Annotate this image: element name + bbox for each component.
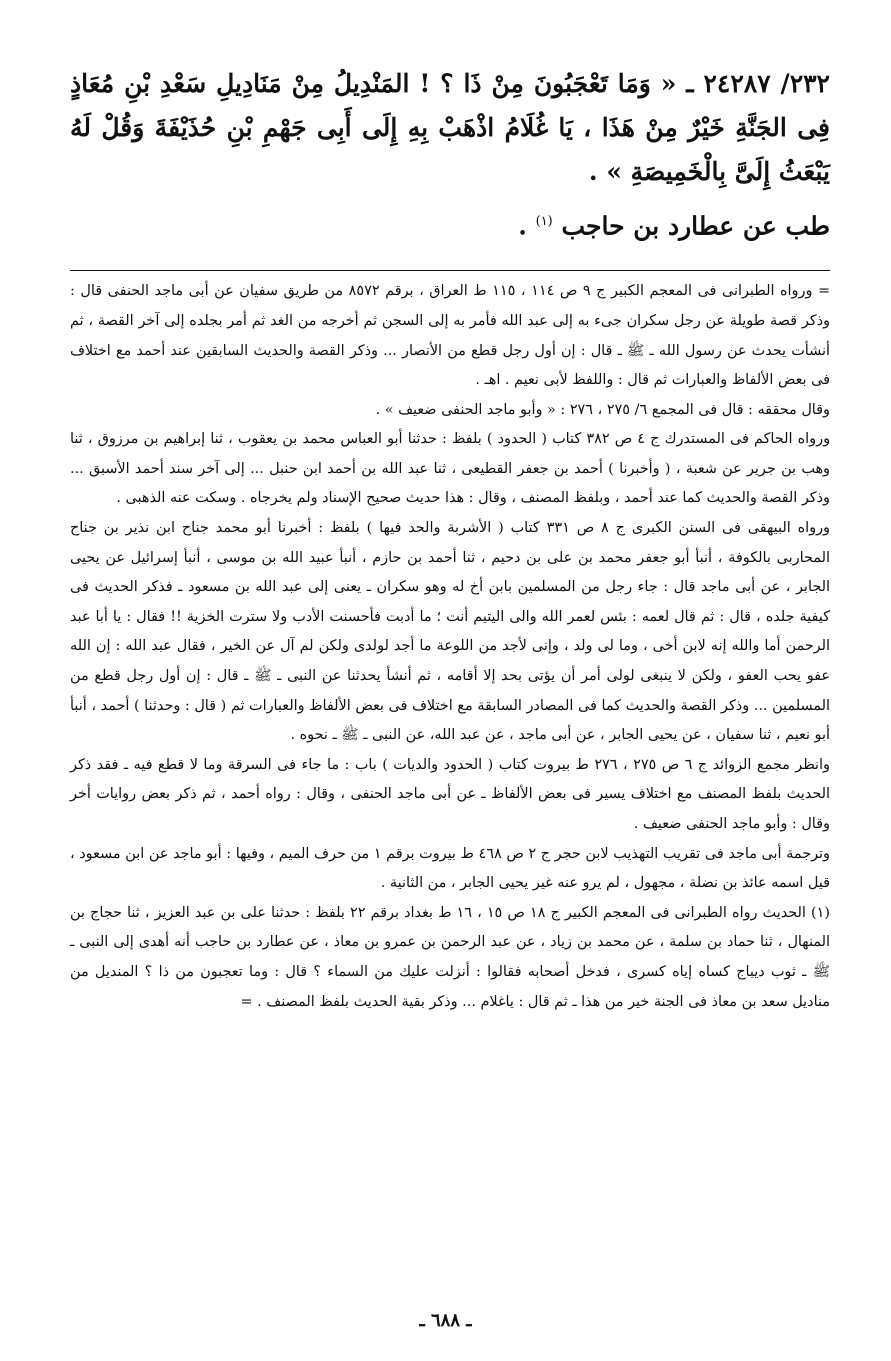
footnote-paragraph: وترجمة أبى ماجد فى تقريب التهذيب لابن حجر ج ٢ ص ٤٦٨ ط بيروت برقم ١ من حرف الميم ، وفيها : أبو ماجد عن ابن مسعود ، قيل اسمه عائذ بن نضلة ، مجهول ، لم يرو عنه غير يحيى الجابر ، من الثانية . [70, 845, 831, 892]
footnote-paragraph: وانظر مجمع الزوائد ج ٦ ص ٢٧٥ ، ٢٧٦ ط بيروت كتاب ( الحدود والديات ) باب : ما جاء فى السرقة وما لا قطع فيه ـ فقد ذكر الحديث بلفظ المصنف مع اختلاف يسير فى بعض الألفاظ ـ عن أبى ماجد الحنفى ، وقال : رواه أحمد ، ثم ذكر بعض روايات أخر وقال : وأبو ماجد الحنفى ضعيف . [70, 756, 831, 833]
footnote-paragraph: ورواه الحاكم فى المستدرك ج ٤ ص ٣٨٢ كتاب ( الحدود ) بلفظ : حدثنا أبو العباس محمد بن يعقوب ، ثنا إبراهيم بن مرزوق ، ثنا وهب بن جرير عن شعبة ، ( وأخبرنا ) أحمد بن جعفر القطيعى ، ثنا عبد الله بن أحمد ابن حنبل ... إلى آخر سند أحمد الأسبق ... وذكر القصة والحديث كما عند أحمد ، وبلفظ المصنف ، وقال : هذا حديث صحيح الإسناد ولم يخرجاه . وسكت عنه الذهبى . [70, 431, 831, 507]
hadith-source [70, 200, 830, 248]
footnote-paragraph: = ورواه الطبرانى فى المعجم الكبير ج ٩ ص ١١٤ ، ١١٥ ط العراق ، برقم ٨٥٧٢ من طريق سفيان عن أبى ماجد الحنفى قال : وذكر قصة طويلة عن رجل سكران جىء به إلى عبد الله فأمر به إلى السجن ثم أخرجه من الغد ثم أمر بجلده إلى آخر القصة ، ثم أنشأت يحدث عن رسول الله ـ ﷺ ـ قال : إن أول رجل قطع من الأنصار ... وذكر القصة والحديث السابقين عند أحمد مع اختلاف فى بعض الألفاظ والعبارات ثم قال : واللفظ لأبى نعيم . اهـ . [70, 283, 831, 389]
page-body [70, 62, 830, 1017]
footnote-paragraph: وقال محققه : قال فى المجمع ٦/ ٢٧٥ ، ٢٧٦ : « وأبو ماجد الحنفى ضعيف » . [375, 401, 830, 418]
hadith-block [70, 62, 830, 248]
page-number: ـ ٦٨٨ ـ [419, 1310, 472, 1331]
hadith-text: ٢٣٢/ ٢٤٢٨٧ ـ « وَمَا تَعْجَبُونَ مِنْ ذَا ؟ ! المَنْدِيلُ مِنْ مَنَادِيلِ سَعْدِ بْنِ مُعَاذٍ فِى الجَنَّةِ خَيْرٌ مِنْ هَذَا ، يَا غُلَامُ اذْهَبْ بِهِ إِلَى أَبِى جَهْمِ بْنِ حُذَيْفَةَ وَقُلْ لَهُ يَبْعَثُ إِلَىَّ بِالْخَمِيصَةِ » . [70, 69, 830, 186]
footnotes [70, 277, 830, 1017]
source-text: طب عن عطارد بن حاجب [561, 211, 830, 241]
footnote-paragraph: ورواه البيهقى فى السنن الكبرى ج ٨ ص ٣٣١ كتاب ( الأشربة والحد فيها ) بلفظ : أخبرنا أبو محمد جناح ابن نذير بن جناح المحاربى بالكوفة ، أنبأ أبو جعفر محمد بن على بن دحيم ، ثنا أحمد بن حازم ، أنبأ عبيد الله بن موسى ، أنبأ إسرائيل عن يحيى الجابر ، عن أبى ماجد قال : جاء رجل من المسلمين بابن أخ له وهو سكران ـ يعنى إلى عبد الله بن مسعود ـ فذكر الحديث فى كيفية جلده ، قال : ثم قال لعمه : بئس لعمر الله والى اليتيم أنت ؛ ما أدبت فأحسنت الأدب ولا سترت الخزية !! فقال : يا أبا عبد الرحمن أما والله إنه لابن أخى ، وما لى ولد ، وإنى لأجد من اللوعة ما أجد لولدى ولكن لم آل عن الخير ، فقال عبد الله : إن الله عفو يحب العفو ، ولكن لا ينبغى لولى أمر أن يؤتى بحد إلا أقامه ، ثم أنشأ يحدثنا عن النبى ـ ﷺ ـ قال : إن أول رجل قطع من المسلمين ... وذكر القصة والحديث كما فى المصادر السابقة مع اختلاف فى بعض الألفاظ والعبارات ثم ( قال : وحدثنا ) أحمد ، أنبأ أبو نعيم ، ثنا سفيان ، عن يحيى الجابر ، عن أبى ماجد ، عن عبد الله، عن النبى ـ ﷺ ـ نحوه . [70, 520, 831, 744]
footnote-paragraph: (١) الحديث رواه الطبرانى فى المعجم الكبير ج ١٨ ص ١٥ ، ١٦ ط بغداد برقم ٢٢ بلفظ : حدثنا على بن عبد العزيز ، ثنا حجاج بن المنهال ، ثنا حماد بن سلمة ، عن محمد بن زياد ، عن عبد الرحمن بن عمرو بن معاذ ، عن عطارد بن حاجب أنه أهدى إلى النبى ـ ﷺ ـ ثوب ديباج كساه إياه كسرى ، فدخل أصحابه فقالوا : أنزلت عليك من السماء ؟ قال : وما تعجبون من ذا ؟ المنديل من مناديل سعد بن معاذ فى الجنة خير من هذا ـ ثم قال : ياغلام ... وذكر بقية الحديث بلفظ المصنف . = [70, 904, 830, 1010]
source-end: . [518, 211, 536, 241]
footnote-divider [70, 270, 830, 271]
footnote-marker: (١) [535, 214, 553, 229]
